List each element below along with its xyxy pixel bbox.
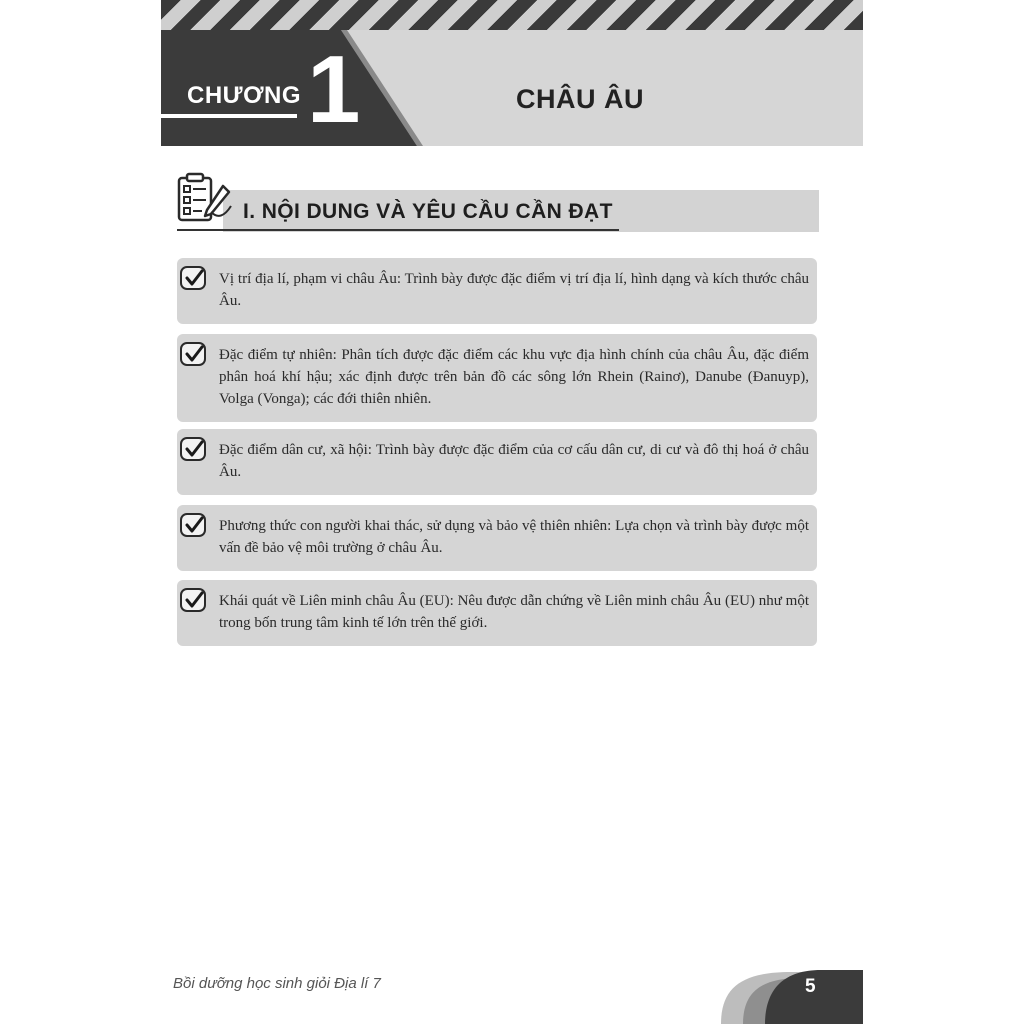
list-item <box>177 580 817 646</box>
chapter-label: CHƯƠNG <box>187 82 302 109</box>
checkmark-icon <box>180 342 206 366</box>
footer-page-tab <box>681 968 863 1024</box>
list-item <box>177 258 817 324</box>
page-number: 5 <box>805 976 816 997</box>
checkmark-icon <box>180 588 206 612</box>
section-title: I. NỘI DUNG VÀ YÊU CẦU CẦN ĐẠT <box>243 200 613 223</box>
document-page <box>161 0 863 1024</box>
list-item <box>177 429 817 495</box>
chapter-title: CHÂU ÂU <box>516 84 644 114</box>
checkmark-icon <box>180 437 206 461</box>
list-item-text: Đặc điểm dân cư, xã hội: Trình bày được đặc điểm của cơ cấu dân cư, di cư và đô thị hoá ở châu Âu. <box>219 442 809 480</box>
checkmark-icon <box>180 266 206 290</box>
section-title-underline <box>177 229 619 231</box>
chapter-label-underline <box>161 114 297 118</box>
list-item-text: Khái quát về Liên minh châu Âu (EU): Nêu được dẫn chứng về Liên minh châu Âu (EU) như một trong bốn trung tâm kinh tế lớn trên thế giới. <box>219 593 809 631</box>
list-item <box>177 505 817 571</box>
list-item-text: Vị trí địa lí, phạm vi châu Âu: Trình bày được đặc điểm vị trí địa lí, hình dạng và kích thước châu Âu. <box>219 271 809 309</box>
checkmark-icon <box>180 513 206 537</box>
footer-book-title: Bồi dưỡng học sinh giỏi Địa lí 7 <box>173 975 381 992</box>
checklist-clipboard-icon <box>175 172 233 224</box>
top-stripe-band <box>161 0 863 30</box>
list-item <box>177 334 817 422</box>
list-item-text: Phương thức con người khai thác, sử dụng và bảo vệ thiên nhiên: Lựa chọn và trình bày được một vấn đề bảo vệ môi trường ở châu Âu. <box>219 518 809 556</box>
chapter-number: 1 <box>307 36 361 143</box>
list-item-text: Đặc điểm tự nhiên: Phân tích được đặc điểm các khu vực địa hình chính của châu Âu, đặc điểm phân hoá khí hậu; xác định được trên bản đồ các sông lớn Rhein (Rainơ), Danube (Đanuyp), Volga (Vonga); các đới thiên nhiên. <box>219 347 809 407</box>
